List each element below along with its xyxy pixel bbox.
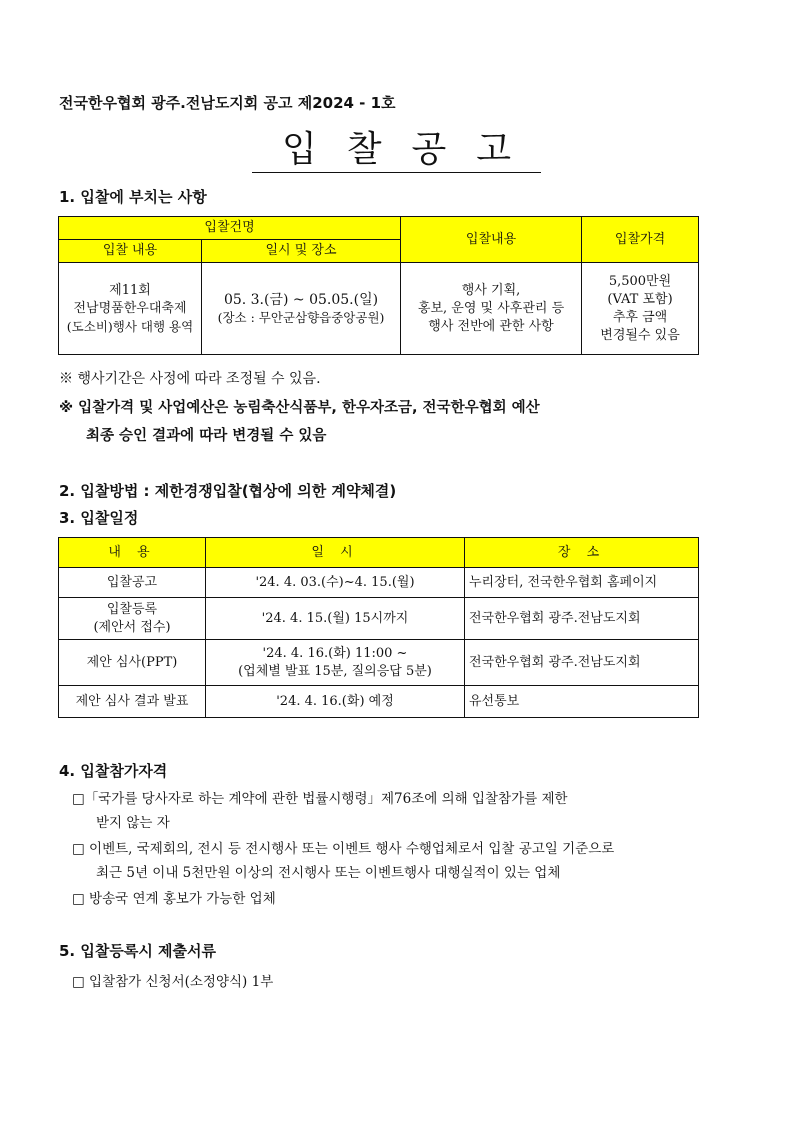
cell-line: '24. 4. 16.(화) 11:00 ~ bbox=[262, 645, 408, 661]
cell-line: 변경될수 있음 bbox=[600, 327, 680, 343]
cell-line: (도소비)행사 대행 용역 bbox=[66, 318, 194, 334]
section4-heading: 4. 입찰참가자격 bbox=[59, 762, 168, 780]
note-schedule: ※ 행사기간은 사정에 따라 조정될 수 있음. bbox=[59, 371, 321, 387]
note-budget-line1: ※ 입찰가격 및 사업예산은 농림축산식품부, 한우자조금, 전국한우협회 예산 bbox=[59, 400, 540, 416]
document-item-1: □ 입찰참가 신청서(소정양식) 1부 bbox=[72, 974, 274, 990]
schedule-content-cell bbox=[59, 568, 206, 598]
schedule-table bbox=[58, 537, 699, 718]
schedule-datetime-cell bbox=[206, 568, 465, 598]
schedule-place-cell: 전국한우협회 광주.전남도지회 bbox=[465, 598, 699, 640]
cell-line: '24. 4. 16.(화) 예정 bbox=[276, 693, 394, 709]
table-row bbox=[59, 686, 699, 718]
table-row bbox=[59, 598, 699, 640]
page-title-wrap bbox=[0, 128, 793, 173]
qualification-item-2: □ 이벤트, 국제회의, 전시 등 전시행사 또는 이벤트 행사 수행업체로서 입찰 공고일 기준으로 bbox=[72, 841, 615, 857]
bid-name-cell bbox=[59, 263, 202, 355]
schedule-content-cell bbox=[59, 598, 206, 640]
table-row bbox=[59, 640, 699, 686]
bid-content-cell bbox=[401, 263, 582, 355]
note-budget-line2: 최종 승인 결과에 따라 변경될 수 있음 bbox=[86, 428, 327, 444]
cell-line: 제안 심사(PPT) bbox=[86, 654, 178, 670]
qualification-item-1: □「국가를 당사자로 하는 계약에 관한 법률시행령」제76조에 의해 입찰참가를 제한 bbox=[72, 791, 568, 807]
schedule-datetime-cell bbox=[206, 686, 465, 718]
cell-line: '24. 4. 03.(수)~4. 15.(월) bbox=[255, 574, 415, 590]
cell-line: 05. 3.(금) ~ 05.05.(일) bbox=[223, 291, 379, 308]
group-header: 입찰건명 bbox=[59, 217, 401, 240]
qualification-item-1-cont: 받지 않는 자 bbox=[96, 815, 170, 831]
col-price-header: 입찰가격 bbox=[582, 217, 699, 263]
cell-line: (장소 : 무안군삼향읍중앙공원) bbox=[217, 309, 385, 325]
cell-line: '24. 4. 15.(월) 15시까지 bbox=[261, 610, 409, 626]
table-row bbox=[59, 568, 699, 598]
schedule-header-content: 내 용 bbox=[59, 538, 206, 568]
cell-line: 제11회 bbox=[109, 282, 151, 298]
schedule-header-datetime: 일 시 bbox=[206, 538, 465, 568]
section5-heading: 5. 입찰등록시 제출서류 bbox=[59, 942, 216, 960]
cell-line: 입찰공고 bbox=[106, 574, 158, 590]
bid-price-cell bbox=[582, 263, 699, 355]
bid-items-table bbox=[58, 216, 699, 355]
cell-line: 추후 금액 bbox=[612, 309, 668, 325]
col-name-header: 입찰 내용 bbox=[59, 240, 202, 263]
schedule-place-cell: 전국한우협회 광주.전남도지회 bbox=[465, 640, 699, 686]
section1-heading: 1. 입찰에 부치는 사항 bbox=[59, 188, 207, 206]
cell-line: 제안 심사 결과 발표 bbox=[75, 693, 189, 709]
section3-heading: 3. 입찰일정 bbox=[59, 509, 139, 527]
cell-line: 입찰등록 bbox=[106, 601, 158, 617]
schedule-header-place: 장 소 bbox=[465, 538, 699, 568]
schedule-place-cell: 유선통보 bbox=[465, 686, 699, 718]
cell-line: 홍보, 운영 및 사후관리 등 bbox=[417, 300, 565, 316]
cell-line: 행사 기획, bbox=[461, 282, 521, 298]
cell-line: (제안서 접수) bbox=[93, 619, 171, 635]
schedule-place-cell: 누리장터, 전국한우협회 홈페이지 bbox=[465, 568, 699, 598]
qualification-item-3: □ 방송국 연계 홍보가 가능한 업체 bbox=[72, 891, 276, 907]
schedule-content-cell bbox=[59, 640, 206, 686]
schedule-content-cell bbox=[59, 686, 206, 718]
col-content-header: 입찰내용 bbox=[401, 217, 582, 263]
col-date-header: 일시 및 장소 bbox=[202, 240, 401, 263]
section2-heading: 2. 입찰방법 : 제한경쟁입찰(협상에 의한 계약체결) bbox=[59, 482, 397, 500]
notice-number: 전국한우협회 광주.전남도지회 공고 제2024 - 1호 bbox=[59, 94, 396, 112]
page-title: 입찰공고 bbox=[252, 128, 541, 173]
qualification-item-2-cont: 최근 5년 이내 5천만원 이상의 전시행사 또는 이벤트행사 대행실적이 있는 업체 bbox=[96, 865, 561, 881]
schedule-datetime-cell bbox=[206, 640, 465, 686]
schedule-datetime-cell bbox=[206, 598, 465, 640]
cell-line: (업체별 발표 15분, 질의응답 5분) bbox=[238, 663, 432, 679]
cell-line: (VAT 포함) bbox=[607, 291, 673, 307]
cell-line: 5,500만원 bbox=[608, 273, 672, 289]
bid-date-cell bbox=[202, 263, 401, 355]
cell-line: 전남명품한우대축제 bbox=[73, 300, 187, 316]
cell-line: 행사 전반에 관한 사항 bbox=[428, 318, 554, 334]
